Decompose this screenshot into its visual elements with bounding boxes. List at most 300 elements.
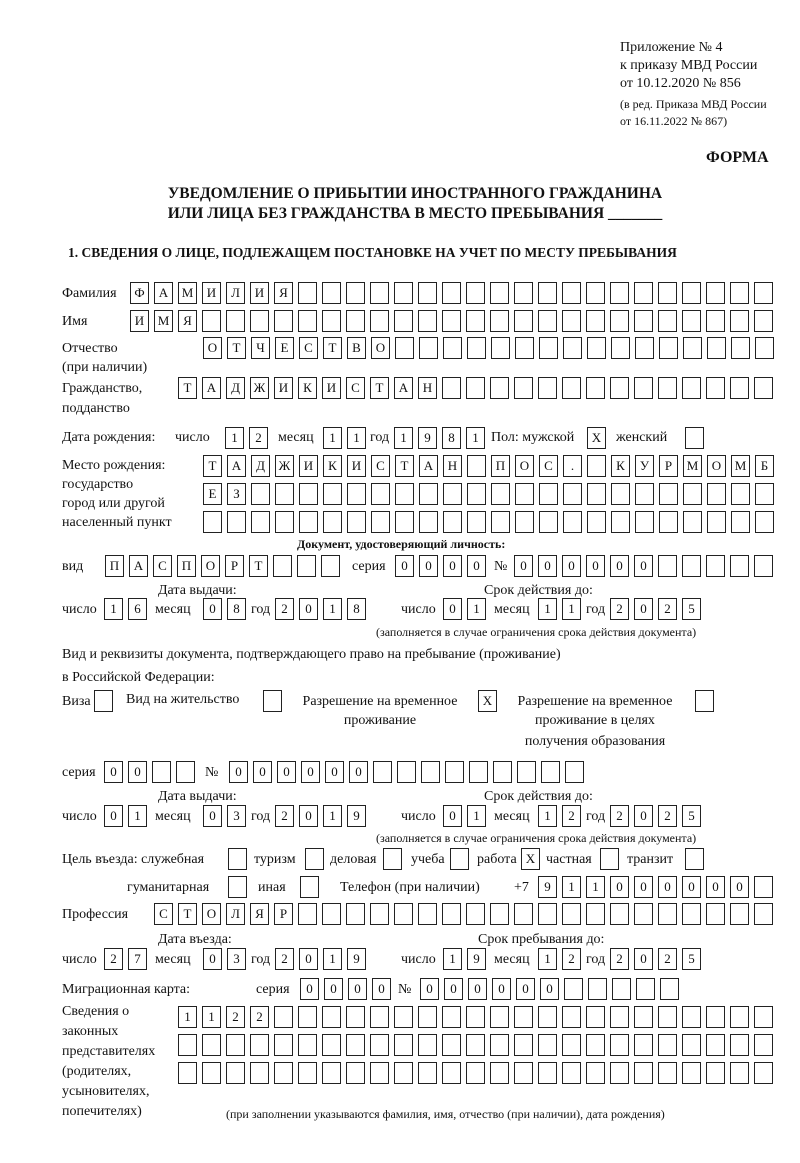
char-box[interactable] bbox=[467, 483, 486, 505]
char-box[interactable] bbox=[493, 761, 512, 783]
char-box[interactable] bbox=[612, 978, 631, 1000]
char-box[interactable] bbox=[323, 483, 342, 505]
char-box[interactable]: 0 bbox=[610, 555, 629, 577]
visa-checkbox[interactable] bbox=[94, 690, 113, 712]
char-box[interactable] bbox=[659, 483, 678, 505]
char-box[interactable]: 0 bbox=[443, 805, 462, 827]
char-box[interactable]: 9 bbox=[347, 948, 366, 970]
char-box[interactable] bbox=[203, 511, 222, 533]
char-box[interactable] bbox=[610, 903, 629, 925]
char-box[interactable]: С bbox=[153, 555, 172, 577]
char-box[interactable]: 0 bbox=[348, 978, 367, 1000]
char-box[interactable] bbox=[274, 1006, 293, 1028]
char-box[interactable]: О bbox=[202, 903, 221, 925]
char-box[interactable]: Л bbox=[226, 903, 245, 925]
char-box[interactable]: 0 bbox=[301, 761, 320, 783]
char-box[interactable] bbox=[706, 1062, 725, 1084]
birthplace-boxes[interactable] bbox=[203, 455, 774, 477]
char-box[interactable] bbox=[419, 483, 438, 505]
char-box[interactable] bbox=[634, 1034, 653, 1056]
char-box[interactable]: 0 bbox=[203, 598, 222, 620]
char-box[interactable] bbox=[178, 1062, 197, 1084]
residence-permit-checkbox[interactable] bbox=[263, 690, 282, 712]
char-box[interactable] bbox=[539, 483, 558, 505]
char-box[interactable] bbox=[514, 377, 533, 399]
char-box[interactable] bbox=[228, 848, 247, 870]
char-box[interactable]: 0 bbox=[492, 978, 511, 1000]
char-box[interactable] bbox=[538, 1034, 557, 1056]
char-box[interactable] bbox=[754, 1062, 773, 1084]
char-box[interactable] bbox=[299, 511, 318, 533]
char-box[interactable] bbox=[588, 978, 607, 1000]
char-box[interactable] bbox=[695, 690, 714, 712]
char-box[interactable] bbox=[442, 310, 461, 332]
char-box[interactable] bbox=[563, 337, 582, 359]
char-box[interactable]: 1 bbox=[467, 805, 486, 827]
char-box[interactable]: 0 bbox=[540, 978, 559, 1000]
char-box[interactable]: 0 bbox=[104, 761, 123, 783]
char-box[interactable]: 0 bbox=[128, 761, 147, 783]
char-box[interactable]: И bbox=[299, 455, 318, 477]
char-box[interactable] bbox=[634, 1062, 653, 1084]
char-box[interactable] bbox=[754, 310, 773, 332]
char-box[interactable] bbox=[274, 1062, 293, 1084]
char-box[interactable]: 0 bbox=[538, 555, 557, 577]
char-box[interactable] bbox=[322, 1006, 341, 1028]
char-box[interactable] bbox=[394, 1062, 413, 1084]
purpose-study-checkbox[interactable] bbox=[450, 848, 469, 870]
char-box[interactable]: И bbox=[347, 455, 366, 477]
char-box[interactable]: Ч bbox=[251, 337, 270, 359]
char-box[interactable] bbox=[586, 903, 605, 925]
char-box[interactable] bbox=[298, 903, 317, 925]
char-box[interactable] bbox=[610, 1006, 629, 1028]
char-box[interactable] bbox=[754, 903, 773, 925]
char-box[interactable] bbox=[706, 555, 725, 577]
char-box[interactable]: А bbox=[394, 377, 413, 399]
char-box[interactable]: П bbox=[177, 555, 196, 577]
char-box[interactable]: 1 bbox=[202, 1006, 221, 1028]
char-box[interactable] bbox=[683, 483, 702, 505]
char-box[interactable] bbox=[658, 1006, 677, 1028]
sex-female-checkbox[interactable] bbox=[685, 427, 704, 449]
char-box[interactable] bbox=[371, 483, 390, 505]
char-box[interactable]: 2 bbox=[562, 805, 581, 827]
char-box[interactable]: 0 bbox=[104, 805, 123, 827]
char-box[interactable] bbox=[466, 282, 485, 304]
char-box[interactable] bbox=[731, 337, 750, 359]
name-boxes[interactable] bbox=[130, 310, 773, 332]
char-box[interactable] bbox=[610, 1062, 629, 1084]
char-box[interactable]: 0 bbox=[420, 978, 439, 1000]
char-box[interactable] bbox=[611, 337, 630, 359]
id-series-boxes[interactable] bbox=[395, 555, 486, 577]
char-box[interactable]: 2 bbox=[275, 805, 294, 827]
char-box[interactable] bbox=[466, 310, 485, 332]
char-box[interactable] bbox=[490, 1006, 509, 1028]
char-box[interactable] bbox=[466, 903, 485, 925]
char-box[interactable]: 1 bbox=[443, 948, 462, 970]
char-box[interactable] bbox=[730, 555, 749, 577]
char-box[interactable] bbox=[418, 1034, 437, 1056]
char-box[interactable] bbox=[541, 761, 560, 783]
char-box[interactable]: 9 bbox=[538, 876, 557, 898]
char-box[interactable] bbox=[564, 978, 583, 1000]
char-box[interactable]: 1 bbox=[466, 427, 485, 449]
char-box[interactable]: 1 bbox=[586, 876, 605, 898]
char-box[interactable] bbox=[298, 310, 317, 332]
char-box[interactable]: 2 bbox=[104, 948, 123, 970]
char-box[interactable] bbox=[443, 337, 462, 359]
char-box[interactable]: С bbox=[154, 903, 173, 925]
char-box[interactable]: 0 bbox=[203, 948, 222, 970]
char-box[interactable]: Я bbox=[178, 310, 197, 332]
char-box[interactable] bbox=[659, 337, 678, 359]
char-box[interactable] bbox=[538, 1006, 557, 1028]
char-box[interactable] bbox=[611, 483, 630, 505]
res-valid-year-boxes[interactable] bbox=[610, 805, 701, 827]
char-box[interactable] bbox=[250, 1034, 269, 1056]
char-box[interactable]: К bbox=[323, 455, 342, 477]
char-box[interactable] bbox=[274, 1034, 293, 1056]
representatives-boxes[interactable] bbox=[178, 1006, 773, 1028]
char-box[interactable]: 8 bbox=[347, 598, 366, 620]
char-box[interactable]: 9 bbox=[418, 427, 437, 449]
char-box[interactable] bbox=[563, 511, 582, 533]
char-box[interactable] bbox=[394, 282, 413, 304]
char-box[interactable]: 0 bbox=[299, 805, 318, 827]
id-valid-month-boxes[interactable] bbox=[538, 598, 581, 620]
char-box[interactable] bbox=[587, 483, 606, 505]
char-box[interactable] bbox=[587, 511, 606, 533]
char-box[interactable]: 0 bbox=[443, 598, 462, 620]
char-box[interactable]: 0 bbox=[325, 761, 344, 783]
char-box[interactable] bbox=[394, 903, 413, 925]
id-kind-boxes[interactable] bbox=[105, 555, 340, 577]
char-box[interactable] bbox=[562, 282, 581, 304]
char-box[interactable]: 1 bbox=[128, 805, 147, 827]
char-box[interactable]: И bbox=[130, 310, 149, 332]
char-box[interactable]: 0 bbox=[706, 876, 725, 898]
char-box[interactable]: 9 bbox=[347, 805, 366, 827]
char-box[interactable]: 7 bbox=[128, 948, 147, 970]
char-box[interactable] bbox=[273, 555, 292, 577]
char-box[interactable] bbox=[538, 903, 557, 925]
id-valid-day-boxes[interactable] bbox=[443, 598, 486, 620]
migration-series-boxes[interactable] bbox=[300, 978, 391, 1000]
char-box[interactable] bbox=[707, 511, 726, 533]
char-box[interactable] bbox=[442, 1034, 461, 1056]
char-box[interactable] bbox=[682, 377, 701, 399]
char-box[interactable] bbox=[586, 310, 605, 332]
temp-edu-checkbox[interactable] bbox=[695, 690, 714, 712]
char-box[interactable] bbox=[658, 555, 677, 577]
char-box[interactable]: 3 bbox=[227, 948, 246, 970]
char-box[interactable]: 5 bbox=[682, 805, 701, 827]
char-box[interactable] bbox=[202, 1034, 221, 1056]
char-box[interactable] bbox=[250, 1062, 269, 1084]
representatives-boxes[interactable] bbox=[178, 1034, 773, 1056]
char-box[interactable]: Н bbox=[418, 377, 437, 399]
char-box[interactable] bbox=[730, 310, 749, 332]
char-box[interactable] bbox=[586, 282, 605, 304]
char-box[interactable] bbox=[730, 1006, 749, 1028]
char-box[interactable]: И bbox=[274, 377, 293, 399]
char-box[interactable] bbox=[395, 511, 414, 533]
char-box[interactable] bbox=[467, 337, 486, 359]
char-box[interactable] bbox=[419, 337, 438, 359]
char-box[interactable]: 2 bbox=[226, 1006, 245, 1028]
char-box[interactable] bbox=[515, 483, 534, 505]
char-box[interactable] bbox=[730, 1062, 749, 1084]
migration-number-boxes[interactable] bbox=[420, 978, 679, 1000]
char-box[interactable] bbox=[228, 876, 247, 898]
char-box[interactable]: 2 bbox=[249, 427, 268, 449]
char-box[interactable]: 1 bbox=[178, 1006, 197, 1028]
char-box[interactable]: 2 bbox=[275, 948, 294, 970]
char-box[interactable] bbox=[610, 377, 629, 399]
char-box[interactable] bbox=[610, 282, 629, 304]
id-valid-year-boxes[interactable] bbox=[610, 598, 701, 620]
char-box[interactable] bbox=[490, 377, 509, 399]
char-box[interactable] bbox=[538, 310, 557, 332]
purpose-official-checkbox[interactable] bbox=[228, 848, 247, 870]
char-box[interactable]: 2 bbox=[610, 805, 629, 827]
res-valid-day-boxes[interactable] bbox=[443, 805, 486, 827]
char-box[interactable] bbox=[178, 1034, 197, 1056]
char-box[interactable] bbox=[322, 310, 341, 332]
char-box[interactable] bbox=[370, 1062, 389, 1084]
char-box[interactable] bbox=[275, 511, 294, 533]
char-box[interactable] bbox=[658, 282, 677, 304]
char-box[interactable] bbox=[370, 310, 389, 332]
stay-year-boxes[interactable] bbox=[610, 948, 701, 970]
char-box[interactable]: Т bbox=[395, 455, 414, 477]
char-box[interactable]: З bbox=[227, 483, 246, 505]
char-box[interactable]: 0 bbox=[349, 761, 368, 783]
char-box[interactable] bbox=[371, 511, 390, 533]
purpose-transit-checkbox[interactable] bbox=[685, 848, 704, 870]
char-box[interactable] bbox=[490, 1062, 509, 1084]
char-box[interactable]: 1 bbox=[323, 427, 342, 449]
char-box[interactable] bbox=[514, 1034, 533, 1056]
char-box[interactable] bbox=[538, 377, 557, 399]
char-box[interactable] bbox=[322, 282, 341, 304]
purpose-private-checkbox[interactable] bbox=[600, 848, 619, 870]
representatives-boxes[interactable] bbox=[178, 1062, 773, 1084]
char-box[interactable]: 0 bbox=[658, 876, 677, 898]
char-box[interactable]: . bbox=[563, 455, 582, 477]
char-box[interactable] bbox=[682, 1034, 701, 1056]
char-box[interactable] bbox=[610, 310, 629, 332]
char-box[interactable]: А bbox=[202, 377, 221, 399]
char-box[interactable]: X bbox=[587, 427, 606, 449]
char-box[interactable] bbox=[562, 903, 581, 925]
char-box[interactable] bbox=[565, 761, 584, 783]
char-box[interactable] bbox=[683, 511, 702, 533]
char-box[interactable]: М bbox=[731, 455, 750, 477]
char-box[interactable] bbox=[298, 1006, 317, 1028]
char-box[interactable]: 0 bbox=[634, 805, 653, 827]
char-box[interactable] bbox=[562, 310, 581, 332]
char-box[interactable]: И bbox=[250, 282, 269, 304]
char-box[interactable] bbox=[586, 1062, 605, 1084]
char-box[interactable]: 6 bbox=[128, 598, 147, 620]
char-box[interactable] bbox=[754, 377, 773, 399]
char-box[interactable]: 5 bbox=[682, 948, 701, 970]
char-box[interactable]: Л bbox=[226, 282, 245, 304]
char-box[interactable] bbox=[730, 282, 749, 304]
char-box[interactable] bbox=[610, 1034, 629, 1056]
purpose-tourism-checkbox[interactable] bbox=[305, 848, 324, 870]
char-box[interactable]: П bbox=[491, 455, 510, 477]
residence-number-boxes[interactable] bbox=[229, 761, 584, 783]
char-box[interactable]: Т bbox=[249, 555, 268, 577]
char-box[interactable]: 1 bbox=[225, 427, 244, 449]
char-box[interactable] bbox=[517, 761, 536, 783]
char-box[interactable]: 2 bbox=[562, 948, 581, 970]
char-box[interactable]: 2 bbox=[610, 948, 629, 970]
char-box[interactable] bbox=[250, 310, 269, 332]
char-box[interactable]: 0 bbox=[730, 876, 749, 898]
char-box[interactable] bbox=[682, 310, 701, 332]
char-box[interactable] bbox=[467, 511, 486, 533]
char-box[interactable] bbox=[305, 848, 324, 870]
char-box[interactable]: С bbox=[539, 455, 558, 477]
char-box[interactable] bbox=[490, 903, 509, 925]
char-box[interactable]: Е bbox=[203, 483, 222, 505]
char-box[interactable] bbox=[466, 1034, 485, 1056]
profession-boxes[interactable] bbox=[154, 903, 773, 925]
char-box[interactable] bbox=[418, 1062, 437, 1084]
char-box[interactable]: 0 bbox=[300, 978, 319, 1000]
char-box[interactable]: К bbox=[298, 377, 317, 399]
char-box[interactable] bbox=[321, 555, 340, 577]
char-box[interactable]: 1 bbox=[562, 598, 581, 620]
entry-year-boxes[interactable] bbox=[275, 948, 366, 970]
char-box[interactable] bbox=[418, 1006, 437, 1028]
char-box[interactable] bbox=[94, 690, 113, 712]
char-box[interactable]: Т bbox=[227, 337, 246, 359]
char-box[interactable] bbox=[658, 903, 677, 925]
char-box[interactable]: К bbox=[611, 455, 630, 477]
char-box[interactable] bbox=[466, 1062, 485, 1084]
temp-residence-checkbox[interactable] bbox=[478, 690, 497, 712]
char-box[interactable] bbox=[346, 282, 365, 304]
char-box[interactable]: 0 bbox=[203, 805, 222, 827]
char-box[interactable]: 0 bbox=[562, 555, 581, 577]
char-box[interactable] bbox=[346, 1034, 365, 1056]
char-box[interactable]: И bbox=[202, 282, 221, 304]
birthplace-boxes[interactable] bbox=[203, 483, 774, 505]
char-box[interactable] bbox=[370, 903, 389, 925]
char-box[interactable] bbox=[634, 310, 653, 332]
char-box[interactable]: С bbox=[299, 337, 318, 359]
char-box[interactable] bbox=[421, 761, 440, 783]
char-box[interactable] bbox=[515, 337, 534, 359]
char-box[interactable]: 9 bbox=[467, 948, 486, 970]
char-box[interactable]: Б bbox=[755, 455, 774, 477]
stay-day-boxes[interactable] bbox=[443, 948, 486, 970]
char-box[interactable] bbox=[467, 455, 486, 477]
char-box[interactable] bbox=[658, 377, 677, 399]
char-box[interactable] bbox=[563, 483, 582, 505]
purpose-work-checkbox[interactable] bbox=[521, 848, 540, 870]
char-box[interactable]: 0 bbox=[634, 876, 653, 898]
char-box[interactable]: Р bbox=[659, 455, 678, 477]
char-box[interactable] bbox=[418, 282, 437, 304]
char-box[interactable] bbox=[706, 377, 725, 399]
char-box[interactable] bbox=[634, 282, 653, 304]
char-box[interactable]: 2 bbox=[658, 598, 677, 620]
char-box[interactable] bbox=[226, 1062, 245, 1084]
char-box[interactable] bbox=[754, 555, 773, 577]
char-box[interactable] bbox=[562, 1034, 581, 1056]
char-box[interactable] bbox=[298, 1034, 317, 1056]
char-box[interactable]: В bbox=[347, 337, 366, 359]
char-box[interactable]: 2 bbox=[658, 948, 677, 970]
char-box[interactable]: 0 bbox=[610, 876, 629, 898]
char-box[interactable] bbox=[322, 1062, 341, 1084]
char-box[interactable]: Т bbox=[370, 377, 389, 399]
char-box[interactable]: Д bbox=[226, 377, 245, 399]
char-box[interactable] bbox=[683, 337, 702, 359]
char-box[interactable] bbox=[322, 1034, 341, 1056]
char-box[interactable]: 2 bbox=[658, 805, 677, 827]
char-box[interactable] bbox=[226, 310, 245, 332]
res-issue-month-boxes[interactable] bbox=[203, 805, 246, 827]
char-box[interactable]: 3 bbox=[227, 805, 246, 827]
char-box[interactable]: М bbox=[154, 310, 173, 332]
char-box[interactable] bbox=[685, 427, 704, 449]
char-box[interactable] bbox=[490, 282, 509, 304]
char-box[interactable] bbox=[660, 978, 679, 1000]
char-box[interactable] bbox=[274, 310, 293, 332]
char-box[interactable]: 0 bbox=[253, 761, 272, 783]
char-box[interactable] bbox=[706, 282, 725, 304]
char-box[interactable] bbox=[322, 903, 341, 925]
char-box[interactable] bbox=[263, 690, 282, 712]
char-box[interactable] bbox=[659, 511, 678, 533]
char-box[interactable] bbox=[682, 555, 701, 577]
char-box[interactable]: X bbox=[478, 690, 497, 712]
char-box[interactable] bbox=[587, 337, 606, 359]
char-box[interactable]: Т bbox=[178, 377, 197, 399]
char-box[interactable] bbox=[395, 483, 414, 505]
char-box[interactable] bbox=[227, 511, 246, 533]
char-box[interactable]: 1 bbox=[347, 427, 366, 449]
char-box[interactable] bbox=[383, 848, 402, 870]
surname-boxes[interactable] bbox=[130, 282, 773, 304]
char-box[interactable] bbox=[586, 1006, 605, 1028]
char-box[interactable] bbox=[370, 1006, 389, 1028]
char-box[interactable] bbox=[634, 377, 653, 399]
char-box[interactable]: 2 bbox=[275, 598, 294, 620]
id-issue-year-boxes[interactable] bbox=[275, 598, 366, 620]
char-box[interactable] bbox=[346, 903, 365, 925]
id-issue-day-boxes[interactable] bbox=[104, 598, 147, 620]
char-box[interactable]: О bbox=[371, 337, 390, 359]
char-box[interactable]: 0 bbox=[299, 948, 318, 970]
char-box[interactable] bbox=[176, 761, 195, 783]
char-box[interactable] bbox=[347, 511, 366, 533]
char-box[interactable] bbox=[346, 1062, 365, 1084]
char-box[interactable] bbox=[514, 1006, 533, 1028]
char-box[interactable]: П bbox=[105, 555, 124, 577]
char-box[interactable] bbox=[514, 282, 533, 304]
char-box[interactable] bbox=[658, 1062, 677, 1084]
char-box[interactable]: 0 bbox=[299, 598, 318, 620]
